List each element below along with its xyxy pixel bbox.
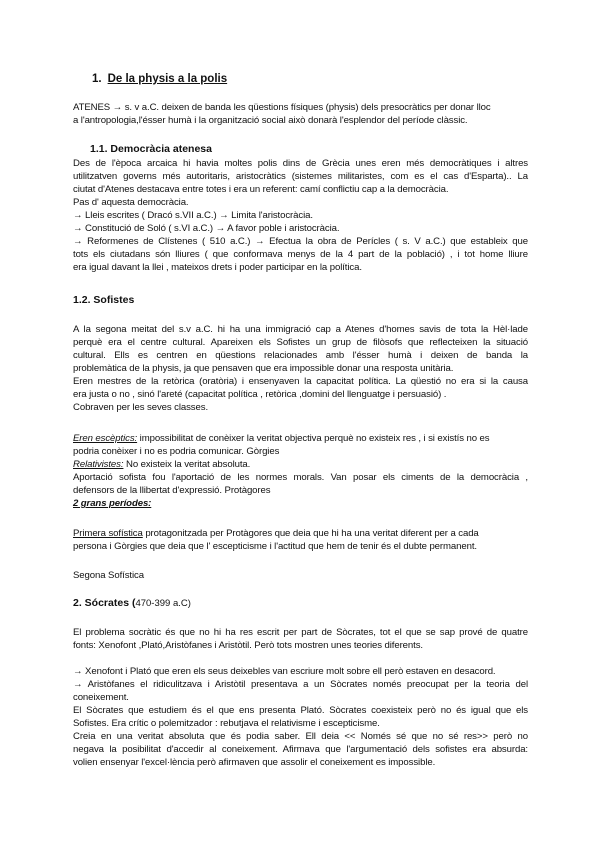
text-line: Aportació sofista fou l'aportació de les normes morals. Van posar els ciments de la democràcia , xyxy=(73,472,528,483)
section-1-1-heading: 1.1. Democràcia atenesa xyxy=(90,143,212,155)
text-line: → Constitució de Soló ( s.VI a.C.) → A favor poble i aristocràcia. xyxy=(73,223,340,234)
text-line: volien ensenyar l'excel·lència però afirmaven que assolir el coneixement es impossible. xyxy=(73,757,436,768)
text-line: persona i Gòrgies que deia que l' escepticisme i l'actitud que hem de tenir és el dubte permanent. xyxy=(73,541,477,552)
relativistes-text: No existeix la veritat absoluta. xyxy=(123,459,251,470)
primera-label: Primera sofística xyxy=(73,528,143,539)
intro-line: ATENES → s. v a.C. deixen de banda les qüestions físiques (physis) dels presocràtics per donar lloc xyxy=(73,102,491,113)
section-1-2-definitions xyxy=(73,432,528,510)
text-line: era justa o no , sinó l'areté (capacitat política , retòrica ,domini del llenguatge i persuasió) . xyxy=(73,389,447,400)
section-1-intro xyxy=(73,101,528,127)
section-2-para1 xyxy=(73,626,528,652)
esceptics-label: Eren escèptics: xyxy=(73,433,138,444)
text-line: tots els ciutadans són lliures ( que conformava menys de la 4 part de la població) , i tot home lliure xyxy=(73,249,528,260)
section-1-2-heading: 1.2. Sofistes xyxy=(73,294,135,306)
text-line: fonts: Xenofont ,Plató,Aristòfanes i Aristòtil. Però tots mostren unes teories diferents. xyxy=(73,640,423,651)
section-1-2-periods xyxy=(73,527,528,553)
text-line: El Sòcrates que estudiem és el que ens presenta Plató. Sòcrates coexisteix però no és igual que els xyxy=(73,705,528,716)
text-line: Sofistes. Era crític o polemitzador : rebutjava el relativisme i escepticisme. xyxy=(73,718,380,729)
text-line: → Xenofont i Plató que eren els seus deixebles van escriure molt sobre ell però estaven en desacord. xyxy=(73,666,496,677)
section-1-title: De la physis a la polis xyxy=(107,73,228,85)
text-line: problemàtica de la physis, ja que pensaven que era impossible donar una resposta unitària. xyxy=(73,363,454,374)
text-line: Cobraven per les seves classes. xyxy=(73,402,209,413)
text-line: → Reformenes de Clístenes ( 510 a.C.) → Efectua la obra de Perícles ( s. V a.C.) que estableix que xyxy=(73,236,528,247)
intro-line: a l'antropologia,l'ésser humà i la organització social això donarà l'esplendor del període clàssic. xyxy=(73,115,468,126)
text-line: Creia en una veritat absoluta que és podia saber. Ell deia << Només sé que no sé res>> però no xyxy=(73,731,528,742)
text-line: El problema socràtic és que no hi ha res escrit per part de Sòcrates, tot el que se sap prové de quatre xyxy=(73,627,528,638)
text-line: Pas d' aquesta democràcia. xyxy=(73,197,189,208)
section-2-heading xyxy=(73,597,191,609)
segona-sofistica: Segona Sofística xyxy=(73,570,144,581)
section-1-heading xyxy=(92,73,227,85)
section-2-close: ) xyxy=(187,598,191,609)
esceptics-line xyxy=(73,432,528,445)
relativistes-line xyxy=(73,458,528,471)
primera-line xyxy=(73,527,528,540)
primera-text: protagonitzada per Protàgores que deia que hi ha una veritat diferent per a cada xyxy=(142,528,479,539)
text-line: → Aristòfanes el ridiculitzava i Aristòtil presentava a un Sòcrates només preocupat per la teoria del xyxy=(73,679,528,690)
text-line: Eren mestres de la retòrica (oratòria) i ensenyaven la capacitat política. La qüestió no era si la causa xyxy=(73,376,528,387)
text-line: negava la posibilitat d'accedir al coneixement. Afirmava que l'argumentació dels sofistes era absurda: xyxy=(73,744,528,755)
relativistes-label: Relativistes: xyxy=(73,459,124,470)
text-line: cultural. Ells es centren en qüestions relacionades amb l'ésser humà i deixen de banda la xyxy=(73,350,528,361)
section-2-para2 xyxy=(73,665,528,769)
text-line: → Lleis escrites ( Dracó s.VII a.C.) → Limita l'aristocràcia. xyxy=(73,210,313,221)
section-2-title: 2. Sócrates ( xyxy=(73,597,136,609)
text-line: Des de l'època arcaica hi havia moltes polis dins de Grècia unes eren més democràtiques i altres xyxy=(73,158,528,169)
text-line: perquè era el centre cultural. Apareixen els Sofistes un grup de filòsofs que reflecteixen la situació xyxy=(73,337,528,348)
text-line: A la segona meitat del s.v a.C. hi ha una immigració cap a Atenes d'homes savis de tota la Hèl·lade xyxy=(73,324,528,335)
text-line: defensors de la llibertat d'expressió. Protàgores xyxy=(73,485,271,496)
section-2-dates: 470-399 a.C xyxy=(135,598,188,609)
periodes-label: 2 grans períodes: xyxy=(73,498,152,509)
text-line: utilitzatven governs més autoritaris, aristocràtics (sistemes militaristes, com es el cas d'Esparta).. La xyxy=(73,171,528,182)
text-line: podria conèixer i no es podria comunicar. Gòrgies xyxy=(73,446,280,457)
text-line: coneixement. xyxy=(73,692,129,703)
esceptics-text: impossibilitat de conèixer la veritat objectiva perquè no existeix res , i si existís no es xyxy=(137,433,490,444)
section-1-2-para xyxy=(73,323,528,414)
section-1-number: 1. xyxy=(92,73,102,85)
section-1-1-body xyxy=(73,157,528,274)
text-line: era igual davant la llei , mateixos drets i poder participar en la política. xyxy=(73,262,362,273)
text-line: ciutat d'Atenes destacava entre totes i era un referent: camí conflictiu cap a la democràcia. xyxy=(73,184,449,195)
